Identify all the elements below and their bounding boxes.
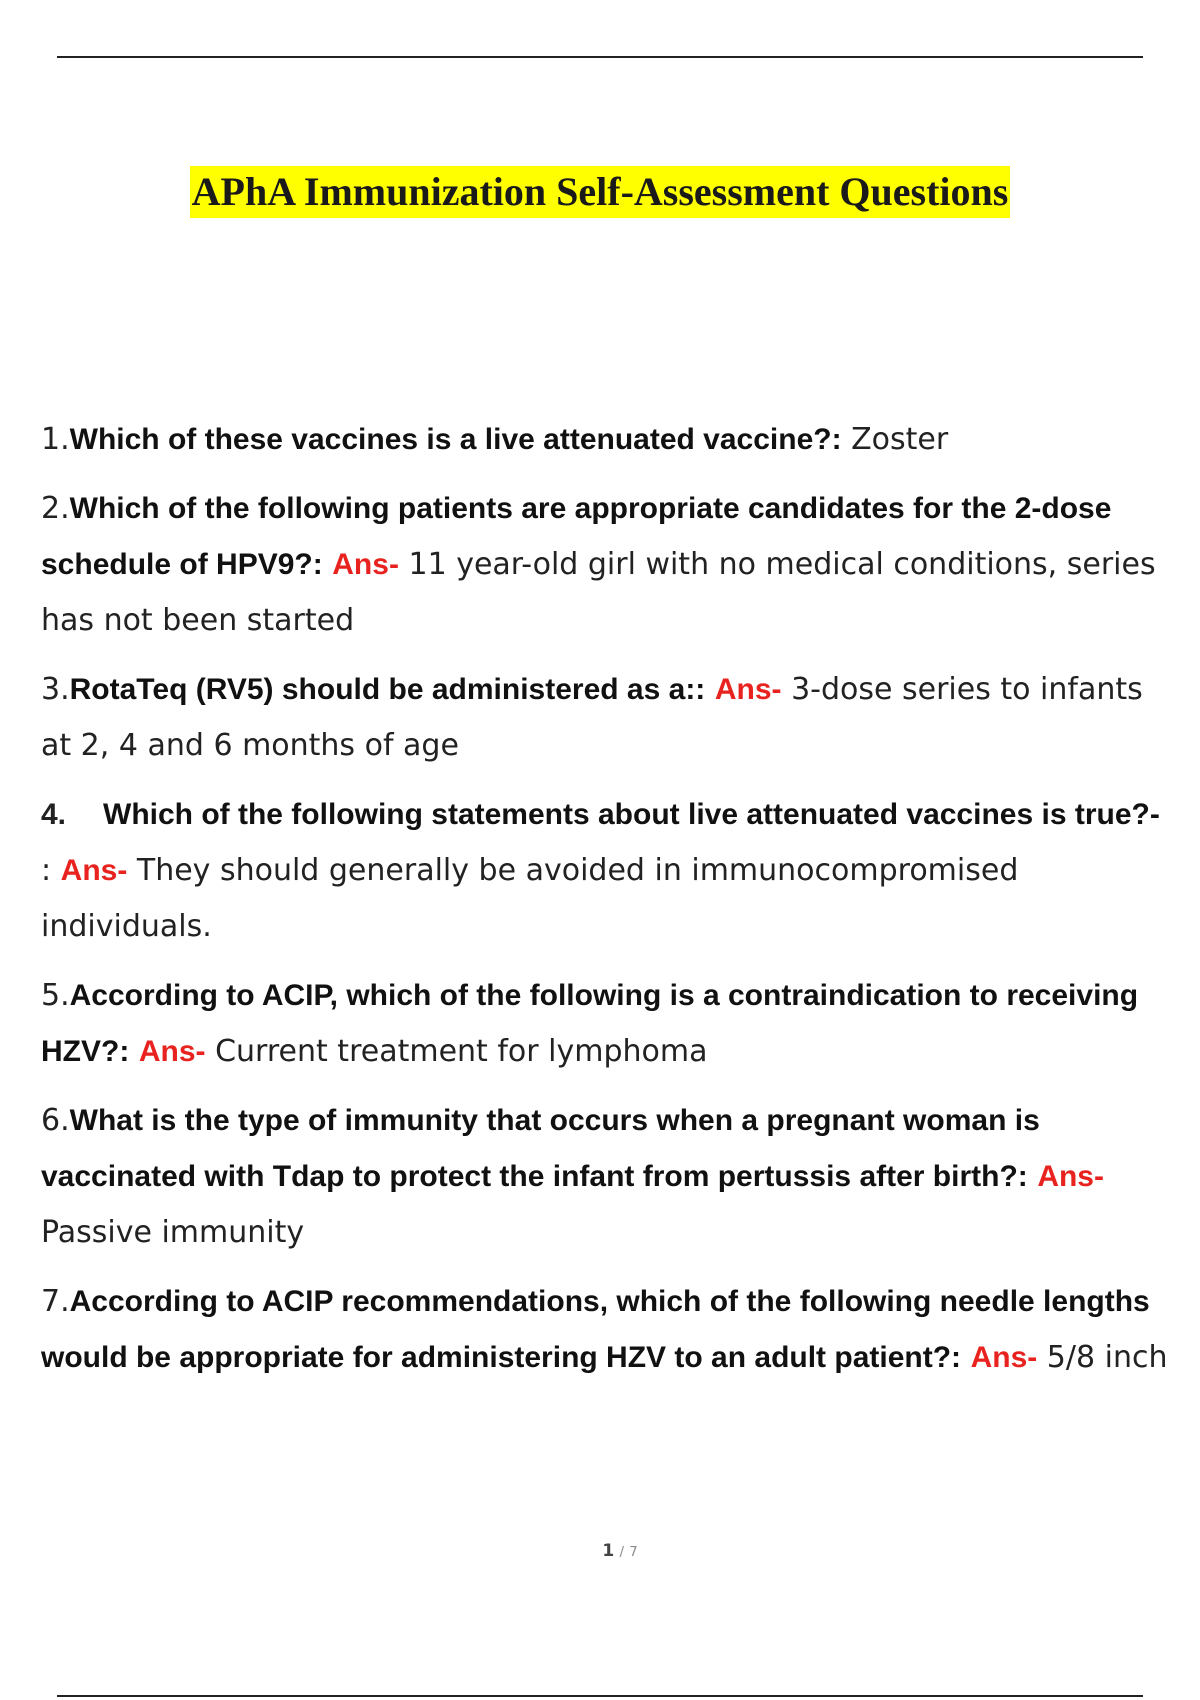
question-text: According to ACIP, which of the following is a contraindication to receiving HZV?: xyxy=(41,979,1139,1068)
answer-text: 3-dose series to infants at 2, 4 and 6 months of age xyxy=(41,672,1143,763)
question-item-7 xyxy=(41,1274,1181,1386)
question-number: 4. xyxy=(41,798,67,831)
answer-text: 5/8 inch xyxy=(1046,1340,1168,1375)
page-separator: / xyxy=(619,1545,624,1560)
question-number: 6. xyxy=(41,1103,70,1138)
question-item-5 xyxy=(41,968,1181,1080)
bottom-rule xyxy=(57,1695,1143,1697)
answer-text: Zoster xyxy=(851,422,949,457)
question-item-1 xyxy=(41,412,1181,468)
answer-label: Ans- xyxy=(970,1341,1038,1374)
answer-label: Ans- xyxy=(332,548,399,581)
answer-label: Ans- xyxy=(138,1035,206,1068)
question-text: According to ACIP recommendations, which of the following needle lengths would be appropriate for administering HZV to an adult patient?: xyxy=(41,1285,1150,1374)
question-item-3 xyxy=(41,662,1181,774)
answer-prefix: : xyxy=(41,853,52,888)
page-indicator xyxy=(0,1541,1200,1561)
page-total: 7 xyxy=(629,1545,638,1560)
question-item-4 xyxy=(41,787,1181,955)
answer-label: Ans- xyxy=(714,673,782,706)
question-text: What is the type of immunity that occurs when a pregnant woman is vaccinated with Tdap to protect the infant from pertussis after birth?: xyxy=(41,1104,1040,1193)
question-number: 2. xyxy=(41,491,70,526)
answer-text: Current treatment for lymphoma xyxy=(215,1034,708,1069)
question-text: Which of the following patients are appropriate candidates for the 2-dose schedule of HPV9?: xyxy=(41,492,1112,581)
question-list xyxy=(41,412,1181,1399)
question-number: 7. xyxy=(41,1284,70,1319)
question-text: Which of these vaccines is a live attenuated vaccine?: xyxy=(69,423,842,456)
question-item-2 xyxy=(41,481,1181,649)
question-text: RotaTeq (RV5) should be administered as a:: xyxy=(69,673,706,706)
answer-label: Ans- xyxy=(60,854,128,887)
question-text: Which of the following statements about live attenuated vaccines is true?- xyxy=(103,798,1160,831)
question-number: 3. xyxy=(41,672,70,707)
answer-text: Passive immunity xyxy=(41,1215,305,1250)
document-title: APhA Immunization Self-Assessment Questions xyxy=(190,166,1011,218)
page-current: 1 xyxy=(602,1541,615,1561)
question-item-6 xyxy=(41,1093,1181,1261)
answer-label: Ans- xyxy=(1037,1160,1104,1193)
top-rule xyxy=(57,56,1143,58)
question-number: 1. xyxy=(41,422,70,457)
title-container xyxy=(0,166,1200,218)
answer-text: They should generally be avoided in immunocompromised individuals. xyxy=(41,853,1019,944)
answer-text: 11 year-old girl with no medical conditions, series has not been started xyxy=(41,547,1156,638)
question-heading xyxy=(41,787,1181,843)
question-number: 5. xyxy=(41,978,70,1013)
